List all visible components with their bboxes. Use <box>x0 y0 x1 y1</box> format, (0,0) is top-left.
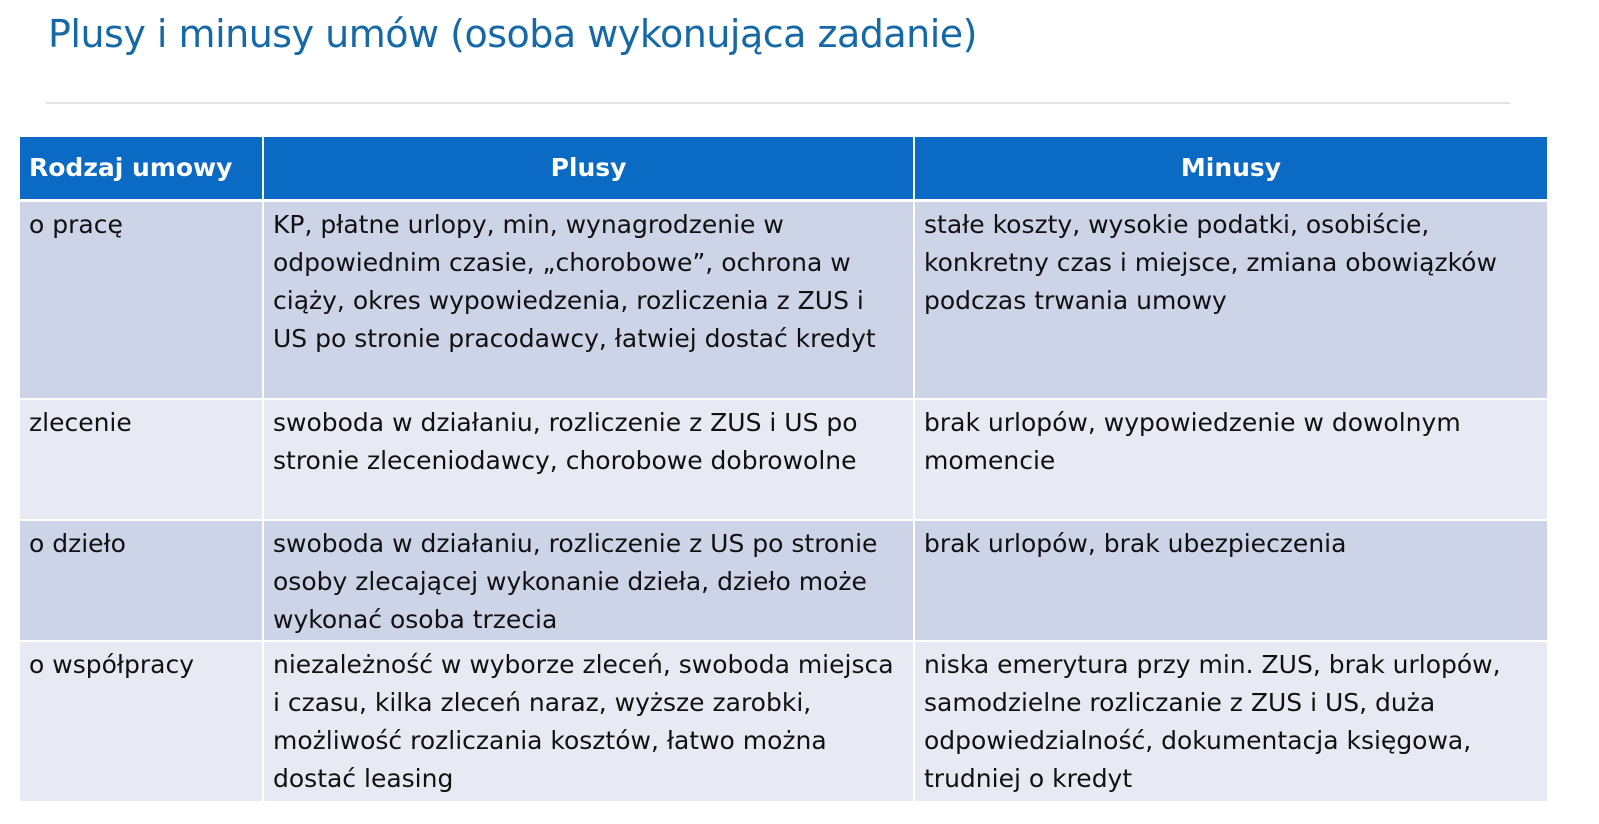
header-pros: Plusy <box>263 137 914 201</box>
table-row <box>20 399 1547 520</box>
title-divider <box>46 102 1510 104</box>
cons-cell: brak urlopów, wypowiedzenie w dowolnym momencie <box>914 399 1547 520</box>
table-row <box>20 520 1547 641</box>
pros-cell: niezależność w wyborze zleceń, swoboda miejsca i czasu, kilka zleceń naraz, wyższe zarobki, możliwość rozliczania kosztów, łatwo można dostać leasing <box>263 641 914 802</box>
header-cons: Minusy <box>914 137 1547 201</box>
header-contract-type: Rodzaj umowy <box>20 137 263 201</box>
contract-type-cell: zlecenie <box>20 399 263 520</box>
pros-cell: swoboda w działaniu, rozliczenie z ZUS i US po stronie zleceniodawcy, chorobowe dobrowolne <box>263 399 914 520</box>
contracts-table <box>20 137 1547 803</box>
contract-type-cell: o dzieło <box>20 520 263 641</box>
table-header-row <box>20 137 1547 201</box>
contract-type-cell: o pracę <box>20 201 263 399</box>
table-row <box>20 641 1547 802</box>
pros-cell: KP, płatne urlopy, min, wynagrodzenie w odpowiednim czasie, „chorobowe”, ochrona w ciąży, okres wypowiedzenia, rozliczenia z ZUS i US po stronie pracodawcy, łatwiej dostać kredyt <box>263 201 914 399</box>
cons-cell: stałe koszty, wysokie podatki, osobiście, konkretny czas i miejsce, zmiana obowiązków podczas trwania umowy <box>914 201 1547 399</box>
cons-cell: brak urlopów, brak ubezpieczenia <box>914 520 1547 641</box>
cons-cell: niska emerytura przy min. ZUS, brak urlopów, samodzielne rozliczanie z ZUS i US, duża odpowiedzialność, dokumentacja księgowa, trudniej o kredyt <box>914 641 1547 802</box>
table-row <box>20 201 1547 399</box>
pros-cell: swoboda w działaniu, rozliczenie z US po stronie osoby zlecającej wykonanie dzieła, dzieło może wykonać osoba trzecia <box>263 520 914 641</box>
contract-type-cell: o współpracy <box>20 641 263 802</box>
page-title: Plusy i minusy umów (osoba wykonująca zadanie) <box>48 12 978 56</box>
